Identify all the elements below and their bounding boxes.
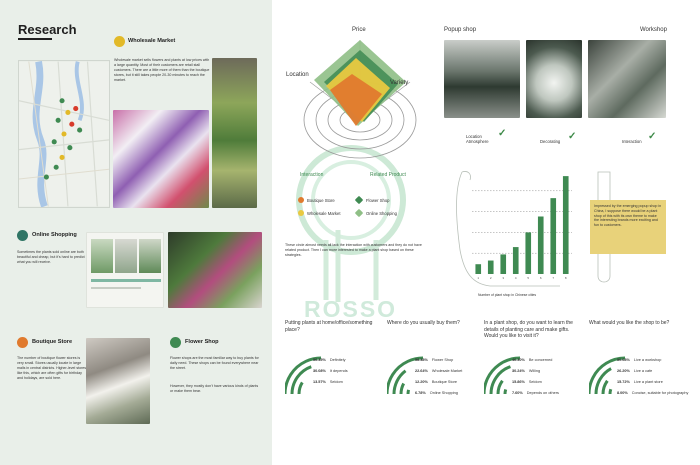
survey-option	[512, 369, 540, 373]
bar-tick-label: 8	[564, 276, 567, 280]
wholesale-body: Wholesale market sells flowers and plants at low prices with a large quantity. Most of their customers are retail stall customers. There are a little more of them than the boutique stores, but it still takes people 20-30 minutes to reach the market.	[114, 58, 210, 82]
survey-option-pct: 56.35%	[313, 358, 326, 362]
survey-option-pct: 58.38%	[415, 358, 428, 362]
bar-tick-label: 7	[552, 276, 555, 280]
survey-option-label: Live a plant store	[633, 380, 663, 384]
plants-photo	[168, 232, 262, 308]
bar-tick-label: 6	[539, 276, 542, 280]
survey-option-pct: 30.24%	[512, 369, 525, 373]
popup-shop-title: Popup shop	[444, 27, 477, 33]
survey-option	[415, 358, 453, 362]
flower-shop-body-2: However, they mostly don't have various kinds of plants or make them bear.	[170, 384, 259, 393]
boutique-dot	[17, 337, 28, 348]
survey-option	[617, 391, 688, 395]
label-interaction: Interaction	[622, 139, 642, 144]
radar-chart	[290, 22, 430, 172]
left-page	[0, 0, 272, 465]
page-title: Research	[18, 22, 77, 37]
arc-option-3	[299, 382, 302, 394]
arc-option-4	[505, 389, 506, 394]
check-decorating: ✓	[568, 131, 577, 142]
question-text: Where do you usually buy them?	[387, 320, 460, 326]
survey-option-label: Live a cafe	[633, 369, 653, 373]
vase-sketch	[457, 172, 561, 286]
wholesale-dot	[114, 36, 125, 47]
survey-option-pct: 12.20%	[415, 380, 428, 384]
survey-option	[313, 358, 346, 362]
wholesale-flowers-photo	[113, 110, 209, 208]
survey-option-pct: 8.00%	[617, 391, 628, 395]
flower-shop-dot	[170, 337, 181, 348]
survey-option	[617, 380, 663, 384]
arc-option-4	[408, 390, 409, 394]
survey-option	[415, 380, 457, 384]
survey-option-label: Wholesale Market	[431, 369, 463, 373]
survey-option-label: Flower Shop	[431, 358, 454, 362]
survey-option-label: Seldom	[528, 380, 542, 384]
bar-tick-labels	[477, 276, 567, 280]
survey-option-pct: 26.20%	[617, 369, 630, 373]
map-graphic	[19, 61, 109, 207]
label-location-atmosphere: Location Atmosphere	[466, 134, 489, 144]
survey-option	[617, 358, 661, 362]
survey-option	[313, 369, 348, 373]
question-text: Putting plants at home/office/something place?	[285, 320, 373, 333]
survey-option-pct: 7.60%	[512, 391, 523, 395]
check-location: ✓	[498, 128, 507, 139]
survey-option-pct: 15.72%	[617, 380, 630, 384]
bar-tick-label: 3	[502, 276, 505, 280]
survey-option-pct: 50.08%	[617, 358, 630, 362]
survey-option	[415, 391, 458, 395]
legend-online: Online Shopping	[366, 211, 397, 216]
survey-option-pct: 6.78%	[415, 391, 426, 395]
radar-axis-location: Location	[286, 72, 309, 78]
bar-1	[475, 264, 481, 274]
bar-5	[525, 232, 531, 274]
workshop-title: Workshop	[640, 27, 667, 33]
arc-option-1	[589, 358, 625, 394]
bar-2	[488, 261, 494, 274]
survey-option-pct: 15.86%	[512, 380, 525, 384]
arc-option-1	[285, 358, 321, 394]
bar-3	[500, 254, 506, 274]
survey-option-label: Seldom	[329, 380, 343, 384]
arc-option-1	[387, 358, 423, 394]
survey-option	[617, 369, 652, 373]
workshop-photo	[588, 40, 666, 118]
rosso-watermark: ROSSO	[304, 296, 398, 322]
online-shop-screens	[86, 232, 164, 308]
survey-option-label: Live a workshop	[633, 358, 662, 362]
survey-option	[313, 380, 343, 384]
survey-option-pct: 22.64%	[415, 369, 428, 373]
survey-option-label: Boutique Store	[431, 380, 458, 384]
survey-option-pct: 30.08%	[313, 369, 326, 373]
radar-axis-variety: Variety	[390, 80, 409, 86]
survey-option-label: Depends on others	[526, 391, 559, 395]
question-text: What would you like the shop to be?	[589, 320, 670, 326]
online-dot	[17, 230, 28, 241]
legend-wholesale-swatch	[298, 210, 304, 216]
survey-option-pct: 13.57%	[313, 380, 326, 384]
bar-4	[513, 247, 519, 274]
bar-tick-label: 2	[489, 276, 492, 280]
legend-wholesale: Wholesale Market	[307, 211, 341, 216]
legend-boutique-swatch	[298, 197, 304, 203]
decorating-photo	[526, 40, 582, 118]
bar-tick-label: 4	[514, 276, 517, 280]
survey-option	[512, 358, 552, 362]
popup-shop-photo	[444, 40, 520, 118]
city-map	[18, 60, 110, 208]
survey-option-label: Be concerned	[528, 358, 553, 362]
bar-series	[475, 176, 568, 274]
popup-callout: Impressed by the emerging popup shop in China, I suppose there would be a plant shop of this with its own theme to make the interesting brands more exciting and fun to customers.	[590, 200, 666, 254]
arc-option-3	[498, 381, 502, 394]
legend-interaction-title: Interaction	[300, 172, 324, 178]
radar-caption: These circle almost needs all lack the interaction with customers and they do not have related product. Then I can more interested to make a plant shop based on these strategies.	[285, 243, 422, 257]
check-interaction: ✓	[648, 131, 657, 142]
survey-option	[512, 391, 559, 395]
bar-tick-label: 1	[477, 276, 480, 280]
survey-option-label: Definitely	[329, 358, 346, 362]
survey-option-pct: 46.30%	[512, 358, 525, 362]
flower-shop-body: Flower shops are the most familiar way to buy plants for daily need. These shops can be found everywhere near the street.	[170, 356, 259, 370]
survey-option-label: Concise, suitable for photography	[631, 391, 689, 395]
legend-boutique: Boutique Store	[307, 198, 335, 203]
bar-chart	[450, 160, 590, 300]
boutique-body: The number of boutique flower stores is very small. Stores usually locate in large malls in central districts. Higher-level stores like this, which are often gifts for birthday and holidays, are sold here.	[17, 356, 87, 380]
arc-option-3	[401, 383, 404, 394]
bar-chart-caption: Number of plant shop in Chinese cities	[478, 293, 537, 297]
survey-option	[415, 369, 462, 373]
online-body: Sometimes the plants sold online are both beautiful and cheap, but it's hard to predict what you will receive.	[17, 250, 85, 264]
radar-axis-price: Price	[352, 27, 366, 33]
online-title: Online Shopping	[32, 232, 77, 238]
survey-option-label: Online Shopping	[429, 391, 458, 395]
arc-option-1	[484, 358, 520, 394]
boutique-title: Boutique Store	[32, 339, 73, 345]
bar-tick-label: 5	[527, 276, 530, 280]
arc-option-3	[603, 381, 607, 394]
bar-gridlines	[472, 191, 572, 253]
survey-option-label: Willing	[528, 369, 541, 373]
title-underline	[18, 38, 52, 40]
arc-option-4	[610, 389, 611, 394]
market-stall-photo	[212, 58, 257, 208]
label-decorating: Decorating	[540, 139, 561, 144]
boutique-photo	[86, 338, 150, 424]
legend-related-title: Related Product	[370, 172, 406, 178]
survey-option	[512, 380, 542, 384]
bar-6	[538, 216, 544, 274]
bar-8	[563, 176, 569, 274]
legend-flower: Flower Shop	[366, 198, 390, 203]
survey-option-label: It depends	[329, 369, 348, 373]
question-text: In a plant shop, do you want to learn the details of planting care and make gifts. Would you like to visit it?	[484, 320, 573, 339]
wholesale-title: Wholesale Market	[128, 38, 176, 44]
flower-shop-title: Flower Shop	[185, 339, 219, 345]
bar-7	[550, 198, 556, 274]
